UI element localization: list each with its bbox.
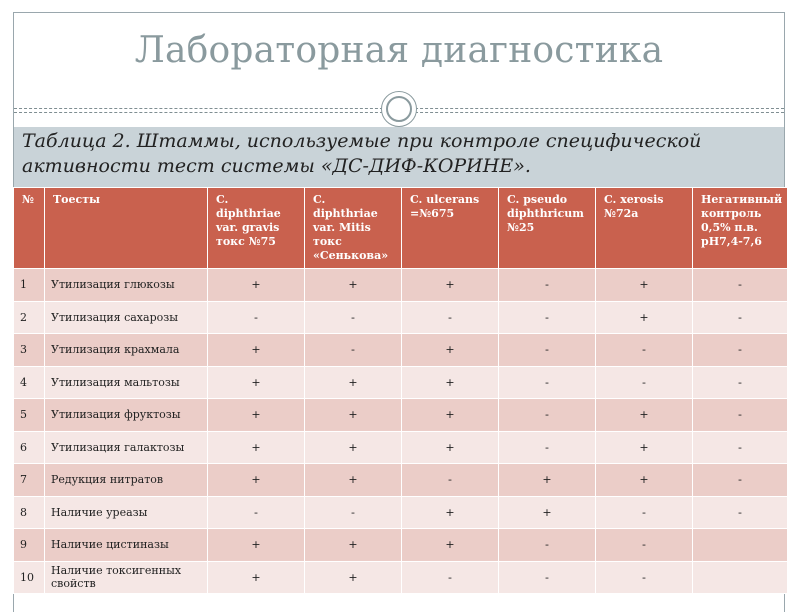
result-cell: - (208, 301, 305, 334)
result-cell: - (596, 334, 693, 367)
result-cell: - (499, 431, 596, 464)
result-cell: - (596, 561, 693, 594)
result-cell: + (596, 464, 693, 497)
result-cell (693, 529, 788, 562)
result-cell: - (499, 301, 596, 334)
test-name: Утилизация сахарозы (45, 301, 208, 334)
result-cell: - (305, 334, 402, 367)
result-cell: + (305, 431, 402, 464)
row-number: 6 (14, 431, 45, 464)
result-cell: + (305, 529, 402, 562)
result-cell: + (596, 399, 693, 432)
result-cell: + (208, 334, 305, 367)
result-cell: - (402, 301, 499, 334)
table-row (14, 399, 788, 432)
result-cell: - (693, 366, 788, 399)
test-name: Наличие цистиназы (45, 529, 208, 562)
result-cell: + (499, 496, 596, 529)
result-cell: + (402, 529, 499, 562)
result-cell: + (402, 269, 499, 302)
row-number: 5 (14, 399, 45, 432)
header-cell: C. diphthriae var. Mitis токс «Сенькова» (305, 188, 402, 269)
divider-ornament-icon (381, 91, 417, 127)
result-cell: + (596, 269, 693, 302)
result-cell: - (693, 496, 788, 529)
result-cell: - (596, 529, 693, 562)
result-cell: - (499, 269, 596, 302)
result-cell: - (693, 431, 788, 464)
result-cell (693, 561, 788, 594)
header-cell: № (14, 188, 45, 269)
test-name: Наличие токсигенных свойств (45, 561, 208, 594)
result-cell: - (208, 496, 305, 529)
result-cell: + (208, 269, 305, 302)
header-cell: C. xerosis №72а (596, 188, 693, 269)
result-cell: - (305, 496, 402, 529)
table-row (14, 334, 788, 367)
result-cell: - (499, 366, 596, 399)
header-cell: Негативный контроль 0,5% п.в. рН7,4-7,6 (693, 188, 788, 269)
result-cell: - (693, 301, 788, 334)
result-cell: + (305, 269, 402, 302)
header-cell: C. diphthriae var. gravis токс №75 (208, 188, 305, 269)
slide-title: Лабораторная диагностика (134, 30, 664, 71)
result-cell: - (499, 334, 596, 367)
result-cell: - (402, 561, 499, 594)
table-row (14, 529, 788, 562)
row-number: 7 (14, 464, 45, 497)
test-name: Редукция нитратов (45, 464, 208, 497)
header-cell: C. ulcerans =№675 (402, 188, 499, 269)
result-cell: + (402, 366, 499, 399)
result-cell: + (402, 399, 499, 432)
row-number: 3 (14, 334, 45, 367)
result-cell: - (402, 464, 499, 497)
table-caption: Таблица 2. Штаммы, используемые при контроле специфической активности тест системы «ДС-ДИФ-КОРИНЕ». (22, 130, 702, 177)
result-cell: - (499, 399, 596, 432)
row-number: 9 (14, 529, 45, 562)
table-row (14, 301, 788, 334)
result-cell: - (596, 496, 693, 529)
header-cell: C. pseudo diphthricum №25 (499, 188, 596, 269)
row-number: 4 (14, 366, 45, 399)
table-body (14, 269, 788, 594)
row-number: 10 (14, 561, 45, 594)
table-row (14, 496, 788, 529)
result-cell: - (693, 464, 788, 497)
result-cell: - (693, 334, 788, 367)
table-row (14, 464, 788, 497)
test-name: Утилизация мальтозы (45, 366, 208, 399)
result-cell: + (305, 561, 402, 594)
table-row (14, 561, 788, 594)
result-cell: + (305, 399, 402, 432)
result-cell: + (596, 301, 693, 334)
table-row (14, 269, 788, 302)
test-name: Утилизация галактозы (45, 431, 208, 464)
result-cell: - (499, 561, 596, 594)
test-name: Утилизация глюкозы (45, 269, 208, 302)
result-cell: - (596, 366, 693, 399)
result-cell: + (208, 529, 305, 562)
result-cell: + (208, 399, 305, 432)
result-cell: - (305, 301, 402, 334)
result-cell: + (305, 464, 402, 497)
header-cell: Тоесты (45, 188, 208, 269)
result-cell: - (499, 529, 596, 562)
result-cell: + (402, 431, 499, 464)
table-row (14, 431, 788, 464)
result-cell: - (693, 269, 788, 302)
test-name: Утилизация фруктозы (45, 399, 208, 432)
test-name: Утилизация крахмала (45, 334, 208, 367)
table-row (14, 366, 788, 399)
row-number: 1 (14, 269, 45, 302)
test-name: Наличие уреазы (45, 496, 208, 529)
divider-ornament-inner (386, 96, 412, 122)
result-cell: + (596, 431, 693, 464)
result-cell: + (402, 496, 499, 529)
row-number: 8 (14, 496, 45, 529)
result-cell: + (402, 334, 499, 367)
result-cell: + (208, 431, 305, 464)
table-header-row (14, 188, 788, 269)
result-cell: + (208, 366, 305, 399)
result-cell: - (693, 399, 788, 432)
result-cell: + (305, 366, 402, 399)
row-number: 2 (14, 301, 45, 334)
result-cell: + (499, 464, 596, 497)
result-cell: + (208, 561, 305, 594)
strain-test-table (13, 187, 788, 594)
result-cell: + (208, 464, 305, 497)
